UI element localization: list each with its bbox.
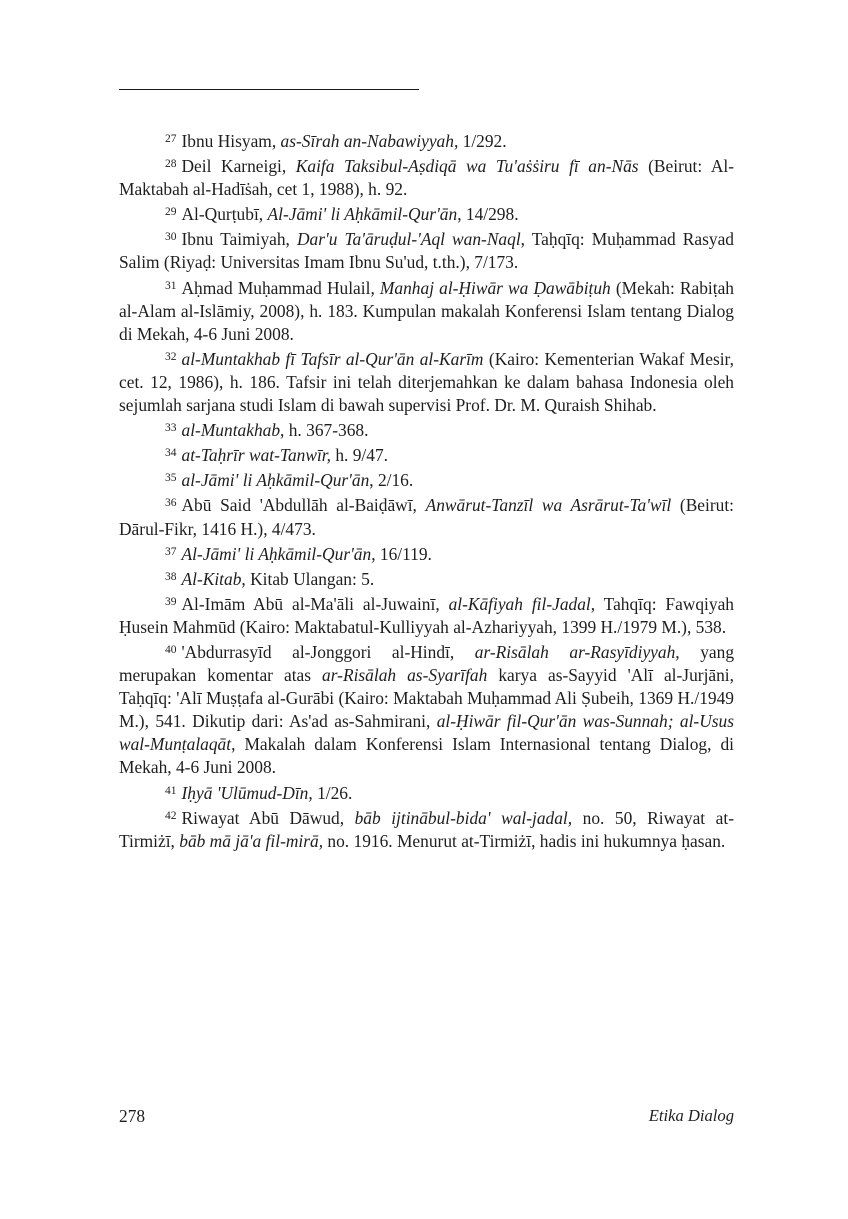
footnote-separator-rule <box>119 89 419 90</box>
footnote-number: 37 <box>165 545 177 558</box>
footnote-title: al-Muntakhab <box>181 420 281 441</box>
footnote-number: 40 <box>165 643 177 656</box>
footnote-text: Al-Qurṭubī, <box>181 204 268 225</box>
footnote-text: no. 50, Riwayat at-Tirmiżī, <box>119 807 734 851</box>
footnote-number: 31 <box>165 279 177 292</box>
footnote-title: ar-Risālah ar-Rasyīdiyyah, <box>474 641 680 662</box>
footnote-title: Al-Jāmi' li Aḥkāmil-Qur'ān <box>267 204 458 225</box>
page-number: 278 <box>119 1106 146 1126</box>
footnote <box>119 128 734 153</box>
footnote-text: , Kitab Ulangan: 5. <box>241 568 375 589</box>
footnote-title: Manhaj al-Ḥiwār wa Ḍawābiṭuh <box>379 277 611 298</box>
footnote-text: , Taḥqīq: Muḥammad Rasyad Salim (Riyaḍ: Universitas Imam Ibnu Su'ud, t.th.), 7/173. <box>119 229 734 273</box>
footnote-title: at-Taḥrīr wat-Tanwīr, <box>181 445 331 466</box>
footnote-text: no. 1916. Menurut at-Tirmiżī, hadis ini hukumnya ḥasan. <box>323 830 726 851</box>
footnote <box>119 639 734 780</box>
footnote-text: Aḥmad Muḥammad Hulail, <box>181 277 380 298</box>
footnote-number: 29 <box>165 206 177 219</box>
footnote-number: 38 <box>165 570 177 583</box>
footnote-text: Abū Said 'Abdullāh al-Baiḍāwī, <box>181 495 426 516</box>
footnote-text: 1/292. <box>458 131 507 151</box>
footnote-title: al-Kāfiyah fil-Jadal <box>448 593 591 614</box>
footnote <box>119 346 734 417</box>
footnote <box>119 275 734 346</box>
footnote-title: Dar'u Ta'āruḍul-'Aql wan-Naql <box>296 229 521 250</box>
running-head: Etika Dialog <box>648 1106 734 1125</box>
footnote-text: , Tahqīq: Fawqiyah Ḥusein Mahmūd (Kairo: Maktabatul-Kulliyyah al-Azhariyyah, 1399 H./1979 M.), 538. <box>119 593 734 637</box>
footnote-number: 39 <box>165 595 177 608</box>
footnote-text: Ibnu Hisyam, <box>181 131 281 151</box>
footnote-title: Al-Jāmi' li Aḥkāmil-Qur'ān <box>181 543 372 564</box>
footnote-title: Kaifa Taksibul-Aṣdiqā wa Tu'aṡṡiru fī an-Nās <box>295 156 639 177</box>
footnote-text: 1/26. <box>312 782 353 803</box>
footnote-text: h. 9/47. <box>331 445 389 466</box>
footnote <box>119 467 734 492</box>
footnote-title: as-Sīrah an-Nabawiyyah, <box>280 131 459 151</box>
footnotes-section <box>119 128 734 853</box>
footnote-text: karya as-Sayyid 'Alī al-Jurjāni, Taḥqīq: 'Alī Muṣṭafa al-Gurābi (Kairo: Maktabah Muḥammad Ali Ṣubeih, 1369 H./1949 M.), 541. Dikutip dari: As'ad as-Sahmirani, <box>119 665 734 732</box>
footnote <box>119 153 734 201</box>
footnote-text: , 2/16. <box>369 470 414 491</box>
footnote-text: Ibnu Taimiyah, <box>181 229 297 250</box>
footnote-text: Deil Karneigi, <box>181 156 296 177</box>
footnote <box>119 226 734 274</box>
footnote-title: bāb ijtinābul-bida' wal-jadal, <box>354 807 573 828</box>
footnote-text: , 16/119. <box>371 543 432 564</box>
footnote-text: (Kairo: Kementerian Wakaf Mesir, cet. 12, 1986), h. 186. Tafsir ini telah diterjemahkan ke dalam bahasa Indonesia oleh sejumlah sarjana studi Islam di bawah supervisi Prof. Dr. M. Quraish Shihab. <box>119 348 734 416</box>
footnote-text: 'Abdurrasyīd al-Jonggori al-Hindī, <box>181 641 475 662</box>
footnote-text: , h. 367-368. <box>280 420 369 441</box>
footnote-title: bāb mā jā'a fil-mirā, <box>179 830 324 851</box>
footnote-text: , 14/298. <box>457 204 519 225</box>
footnote-title: al-Ḥiwār fil-Qur'ān was-Sunnah; al-Usus wal-Munṭalaqāt <box>119 711 734 755</box>
page-footer <box>119 1106 734 1130</box>
footnote-text: Riwayat Abū Dāwud, <box>181 807 355 828</box>
footnote-text: (Beirut: Dārul-Fikr, 1416 H.), 4/473. <box>119 495 734 539</box>
footnote-title: ar-Risālah as-Syarīfah <box>322 665 488 686</box>
footnote-text: Al-Imām Abū al-Ma'āli al-Juwainī, <box>181 593 449 614</box>
footnote-number: 33 <box>165 422 177 435</box>
footnote-number: 27 <box>165 133 177 145</box>
footnote <box>119 417 734 442</box>
footnote-title: Al-Kitab <box>181 568 242 589</box>
footnote-number: 42 <box>165 809 177 822</box>
footnote-number: 35 <box>165 472 177 485</box>
footnote-number: 32 <box>165 350 177 363</box>
footnote <box>119 442 734 467</box>
footnote-number: 36 <box>165 497 177 510</box>
footnote-text: , Makalah dalam Konferensi Islam Internasional tentang Dialog, di Mekah, 4-6 Juni 2008. <box>119 734 734 778</box>
footnote <box>119 805 734 853</box>
footnote-title: Iḥyā 'Ulūmud-Dīn, <box>181 782 313 803</box>
footnote-number: 28 <box>165 158 177 171</box>
footnote-title: Anwārut-Tanzīl wa Asrārut-Ta'wīl <box>425 495 672 516</box>
footnote <box>119 566 734 591</box>
footnote-title: al-Muntakhab fī Tafsīr al-Qur'ān al-Karīm <box>181 348 484 369</box>
footnote-title: al-Jāmi' li Aḥkāmil-Qur'ān <box>181 470 370 491</box>
footnote-text: (Mekah: Rabiṭah al-Alam al-Islāmiy, 2008), h. 183. Kumpulan makalah Konferensi Islam tentang Dialog di Mekah, 4-6 Juni 2008. <box>119 277 734 344</box>
footnote-text: yang merupakan komentar atas <box>119 641 735 686</box>
footnote <box>119 541 734 566</box>
footnote-text: (Beirut: Al-Maktabah al-Hadīṡah, cet 1, 1988), h. 92. <box>119 156 735 200</box>
footnote <box>119 492 734 540</box>
footnote-number: 34 <box>165 447 177 460</box>
footnote <box>119 780 734 805</box>
footnote <box>119 201 734 226</box>
footnote <box>119 591 734 639</box>
footnote-number: 30 <box>165 231 177 244</box>
footnote-number: 41 <box>165 784 177 797</box>
